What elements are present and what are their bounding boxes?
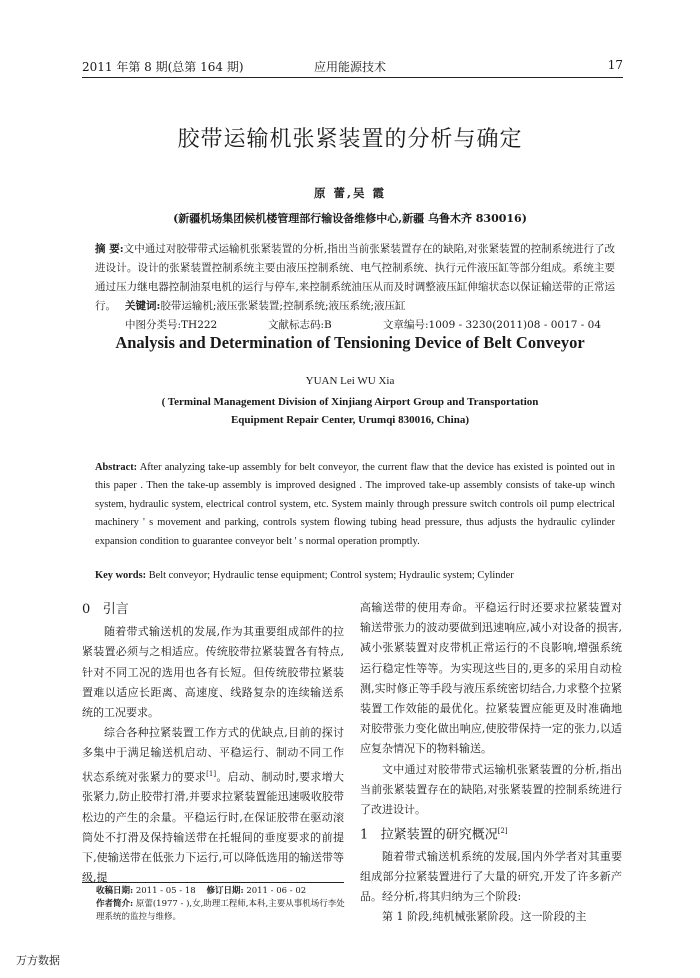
header-rule (82, 77, 623, 78)
citation-1: [1] (206, 769, 217, 778)
abstract-en-text: After analyzing take-up assembly for belt conveyor, the current flaw that the device has existed is pointed out in this paper . Then the take-up assembly is improved designed . The improved take-up assembly consists of take-up winch system, hydraulic system, electrical control system, etc. System mainly through pressure switch controls oil pump electrical machinery ' s movement and parking, controls system flowing tubing head pressure, thus adjusts the hydraulic cylinder expansion condition to guarantee conveyor belt ' s normal operation promptly. (95, 462, 615, 547)
abstract-en (95, 459, 615, 551)
right-paragraph-2: 文中通过对胶带带式运输机张紧装置的分析,指出当前张紧装置存在的缺陷,对张紧装置的控制系统进行了改进设计。 (360, 762, 622, 817)
article-number: 文章编号:1009 - 3230(2011)08 - 0017 - 04 (383, 319, 602, 331)
citation-2: [2] (497, 827, 508, 836)
section-1-title: 拉紧装置的研究概况 (380, 827, 498, 843)
right-paragraph-1: 高输送带的使用寿命。平稳运行时还要求拉紧装置对输送带张力的波动要做到迅速响应,减小对设备的损害,减小张紧装置对皮带机正常运行的不良影响,增强系统运行稳定性等等。为实现这些目的,更多的采用自动检测,实时修正等手段与液压系统密切结合,力求整个拉紧装置工作效能的最优化。拉紧装置应能更及时准确地对胶带张力变化做出响应,使胶带保持一定的张力,以适应复杂情况下的物料输送。 (360, 601, 622, 756)
left-column (82, 600, 344, 889)
revised-label: 修订日期: (206, 886, 244, 896)
abstract-en-label: Abstract: (95, 462, 138, 473)
intro-paragraph-2-end: 。启动、制动时,要求增大张紧力,防止胶带打滑,并要求拉紧装置能迅速吸收胶带松边的产生的余量。平稳运行时,在保证胶带在驱动滚筒处不打滑及保持输送带在托辊间的垂度要求的前提下,使输送带在低张力下运行,可以降低选用的输送带等级,提 (82, 770, 345, 885)
keywords-en-text: Belt conveyor; Hydraulic tense equipment; Control system; Hydraulic system; Cylinder (148, 570, 514, 581)
footnote-dates (96, 885, 346, 898)
footnote-rule (82, 882, 344, 883)
authors-zh: 原 蕾,吴 霞 (313, 186, 386, 200)
right-paragraph-4: 第 1 阶段,纯机械张紧阶段。这一阶段的主 (382, 910, 587, 924)
page-title-en: Analysis and Determination of Tensioning Device of Belt Conveyor (115, 333, 585, 352)
section-0-heading (82, 600, 344, 620)
author-bio-text: 原蕾(1977 - ),女,助理工程师,本科,主要从事机场行李处理系统的监控与维修。 (96, 899, 345, 922)
section-1-heading (360, 821, 622, 846)
revised-date: 2011 - 06 - 02 (246, 886, 307, 896)
keywords-zh-text: 胶带运输机;液压张紧装置;控制系统;液压系统;液压缸 (160, 300, 406, 312)
footnote-author (96, 898, 346, 924)
author-bio-label: 作者简介: (96, 899, 134, 909)
section-0-number: 0 (82, 602, 91, 617)
affiliation-zh: (新疆机场集团候机楼管理部行输设备维修中心,新疆 乌鲁木齐 830016) (173, 212, 527, 225)
authors-en: YUAN Lei WU Xia (305, 375, 395, 387)
intro-paragraph-2-start: 综合各种拉紧装置工作方式的优缺点,目前的探讨多集中于满足输送机启动、平稳运行、制动不同工作状态系统对张紧力的要求 (82, 726, 344, 784)
source-label: 万方数据 (16, 954, 60, 967)
footnote (96, 885, 346, 924)
keywords-zh (125, 298, 406, 313)
running-header-journal: 应用能源技术 (313, 60, 386, 74)
keywords-en (95, 570, 625, 581)
abstract-zh-label: 摘 要: (95, 243, 124, 255)
doc-code: 文献标志码:B (268, 319, 332, 331)
right-column (360, 598, 622, 928)
section-0-title: 引言 (102, 602, 129, 617)
received-date: 2011 - 05 - 18 (135, 886, 196, 896)
running-header-issue: 2011 年第 8 期(总第 164 期) (82, 60, 244, 74)
clc-number: 中图分类号:TH222 (125, 319, 218, 331)
section-1-number: 1 (360, 827, 369, 843)
affiliation-en: ( Terminal Management Division of Xinjiang Airport Group and Transportation Equipment Repair Center, Urumqi 830016, China) (161, 396, 539, 426)
received-label: 收稿日期: (96, 886, 134, 896)
right-paragraph-3: 随着带式输送机系统的发展,国内外学者对其重要组成部分拉紧装置进行了大量的研究,开发了许多新产品。经分析,将其归纳为三个阶段: (360, 849, 622, 904)
abstract-zh-text: 文中通过对胶带带式运输机张紧装置的分析,指出当前张紧装置存在的缺陷,对张紧装置的控制系统进行了改进设计。设计的张紧装置控制系统主要由液压控制系统、电气控制系统、执行元件液压缸等部分组成。系统主要通过压力继电器控制油泵电机的运行与停车,来控制系统油压从而及时调整液压缸伸缩状态以保证输送带的正常运行。 (95, 243, 615, 312)
page-title-zh: 胶带运输机张紧装置的分析与确定 (177, 127, 523, 152)
keywords-zh-label: 关键词: (125, 300, 161, 312)
keywords-en-label: Key words: (95, 570, 147, 581)
intro-paragraph-1: 随着带式输送机的发展,作为其重要组成部件的拉紧装置必须与之相适应。传统胶带拉紧装置各有特点,针对不同工况的选用也各有长短。但传统胶带拉紧装置难以适应长距离、高速度、线路复杂的连续输送系统的工况要求。 (82, 625, 344, 720)
running-header-page: 17 (607, 58, 623, 72)
intro-paragraph-2 (82, 723, 344, 888)
